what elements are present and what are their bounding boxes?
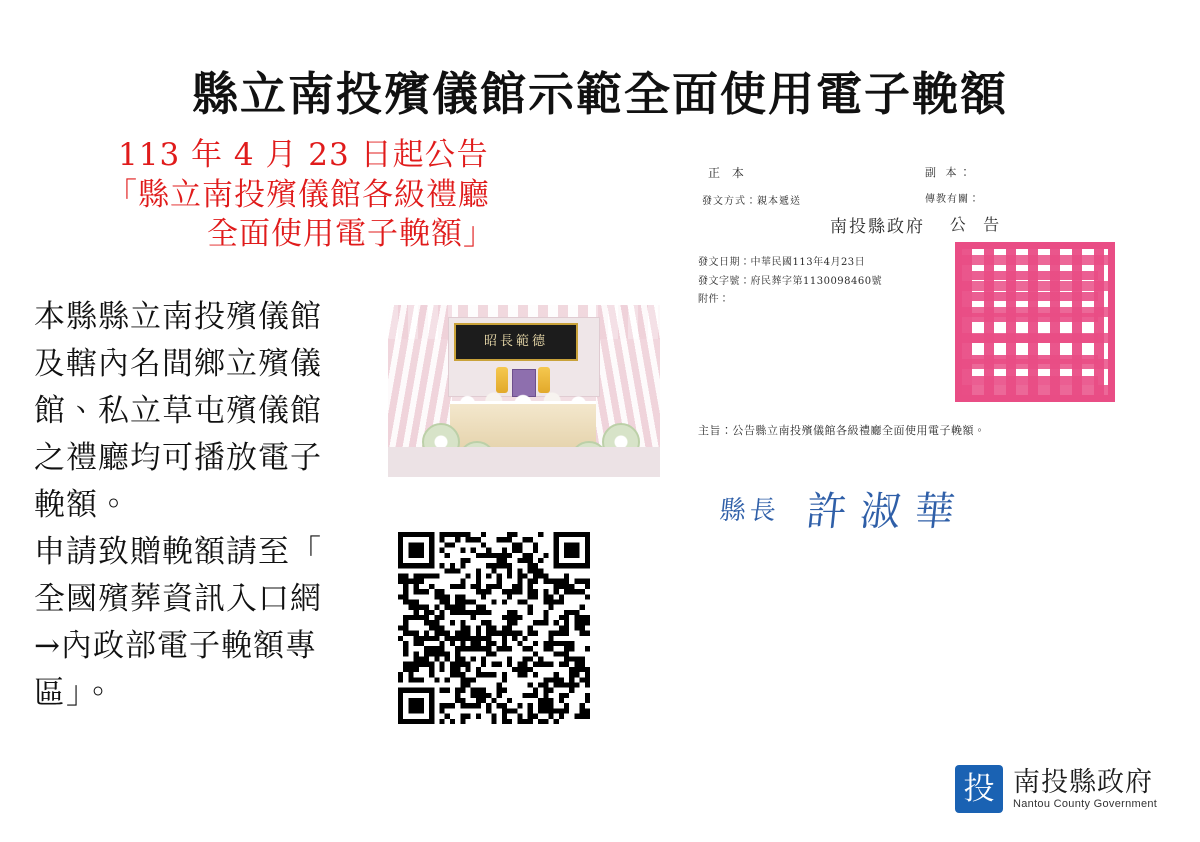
doc-organization: 南投縣政府 [830,217,925,237]
official-seal-inner [972,259,1098,385]
body-line: 全國殯葬資訊入口網 [34,580,322,617]
doc-archive-label: 正 本 [708,166,748,180]
body-line: →內政部電子輓額專 [34,627,317,664]
doc-meta-line: 發文日期：中華民國113年4月23日 [698,257,866,268]
announcement-line-3: 全面使用電子輓額」 [207,216,495,253]
magistrate-signature [717,480,972,537]
hall-floor [388,447,660,477]
logo-names [1013,768,1157,810]
body-line: 之禮廳均可播放電子 [34,439,322,476]
logo-mark-icon: 投 [955,765,1003,813]
doc-copy-label: 副 本： [925,166,974,179]
magistrate-name: 許淑華 [803,489,971,535]
doc-meta-line: 發文字號：府民葬字第1130098460號 [698,275,883,287]
doc-delivery-label: 發文方式：親本遞送 [702,196,801,207]
qr-code-canvas [398,532,590,724]
doc-meta [698,254,882,310]
body-line: 申請致贈輓額請至「 [34,533,322,570]
body-line: 及轄內名間鄉立殯儀 [34,345,322,382]
logo-name-en: Nantou County Government [1013,797,1158,810]
qr-code[interactable] [398,532,590,724]
announcement-block [100,136,630,255]
doc-attachment-label: 傳教有關： [925,194,980,205]
body-line: 輓額。 [34,486,130,523]
body-line: 區」。 [34,674,115,711]
electronic-banner-plaque: 昭長範德 [454,323,578,361]
announcement-line-2: 「縣立南投殯儀館各級禮廳 [106,176,490,213]
funeral-hall-photo [388,305,660,477]
body-line: 館、私立草屯殯儀館 [34,392,322,429]
logo-name-cn: 南投縣政府 [1013,767,1153,799]
announcement-line-1: 113 年 4 月 23 日起公告 [118,137,489,173]
doc-type: 公 告 [950,215,1006,234]
government-logo [955,765,1157,813]
doc-subject: 主旨：公告縣立南投殯儀館各級禮廳全面使用電子輓額。 [698,424,986,437]
page-title: 縣立南投殯儀館示範全面使用電子輓額 [192,67,1008,121]
magistrate-title: 縣長 [718,496,782,526]
official-announcement-document [680,150,1180,570]
body-text [34,295,384,715]
doc-meta-line: 附件： [698,294,730,305]
official-seal [955,242,1115,402]
body-line: 本縣縣立南投殯儀館 [34,299,322,335]
